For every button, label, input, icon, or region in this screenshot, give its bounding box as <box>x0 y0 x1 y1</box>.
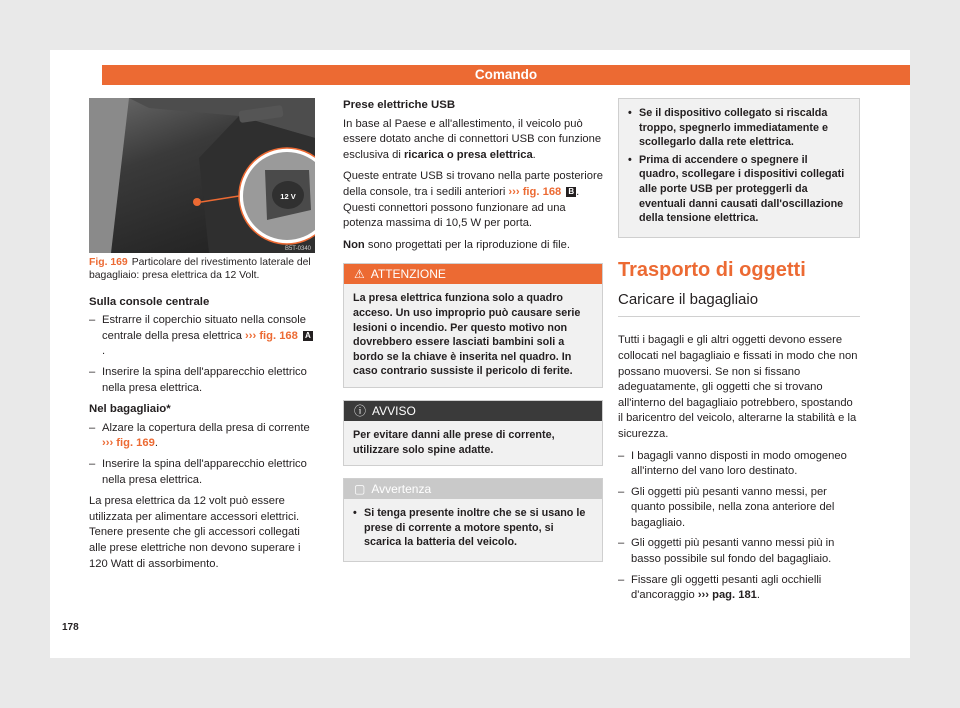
list-item: – Gli oggetti più pesanti vanno messi più in basso possibile sul fondo del bagagliaio. <box>618 537 835 566</box>
body-paragraph: Queste entrate USB si trovano nella parte posteriore della console, tra i sedili anteriori ››› fig. 168 B . Questi connettori possono funzionare ad una potenza massima di 10,5 W per porta. <box>343 170 603 230</box>
chapter-header: Comando <box>102 65 910 85</box>
page-link[interactable]: ››› pag. 181 <box>697 589 757 602</box>
figure-code: B5T-0340 <box>284 246 311 252</box>
list-item: – Estrarre il coperchio situato nella console centrale della presa elettrica ››› fig. 168 A. <box>89 314 311 358</box>
list-item: • Si tenga presente inoltre che se si usano le prese di corrente a motore spento, si scarica la batteria del veicolo. <box>353 507 586 549</box>
figure-number: Fig. 169 <box>89 257 128 268</box>
section-title: Sulla console centrale <box>89 295 210 308</box>
section-title: Nel bagagliaio* <box>89 403 171 416</box>
note-box <box>343 478 603 562</box>
list-item: • Prima di accendere o spegnere il quadro, scollegare i dispositivi collegati alle porte USB per proteggerli da eventuali danni causati dall'oscillazione della tensione elettrica. <box>628 153 845 225</box>
list-item: – Inserire la spina dell'apparecchio elettrico nella presa elettrica. <box>89 365 307 394</box>
box-title: AVVISO <box>372 403 416 418</box>
list-item: – I bagagli vanno disposti in modo omogeneo all'interno del vano loro destinato. <box>618 449 847 478</box>
trunk-illustration <box>89 98 315 253</box>
list-item: • Se il dispositivo collegato si riscalda troppo, spegnerlo immediatamente e scollegarlo dalla rete elettrica. <box>628 107 828 149</box>
box-body: Per evitare danni alle prese di corrente, utilizzare solo spine adatte. <box>353 428 555 456</box>
page-number: 178 <box>62 622 79 633</box>
list-item: – Inserire la spina dell'apparecchio elettrico nella presa elettrica. <box>89 457 307 486</box>
figure-link[interactable]: ››› fig. 168 <box>508 185 562 198</box>
step-list <box>618 449 860 604</box>
list-item: – Alzare la copertura della presa di corrente ››› fig. 169. <box>89 421 310 450</box>
step-list <box>89 421 315 488</box>
figure-caption-text: Particolare del rivestimento laterale del bagagliaio: presa elettrica da 12 Volt. <box>89 257 311 281</box>
list-item: – Fissare gli oggetti pesanti agli occhielli d'ancoraggio ››› pag. 181. <box>618 573 822 602</box>
subsection-heading: Caricare il bagagliaio <box>618 292 860 318</box>
continued-notice-box <box>618 98 860 238</box>
body-paragraph: Tutti i bagagli e gli altri oggetti devono essere collocati nel bagagliaio e fissati in modo che non possano muoversi. Se non si fissano adeguatamente, gli oggetti che si trovano all'interno del bagagliaio potrebbero, spostando il baricentro del veicolo, alterarne la stabilità e la sicurezza. <box>618 334 858 440</box>
trunk-socket-figure <box>89 98 315 253</box>
figure-link[interactable]: ››› fig. 168 <box>245 329 298 342</box>
note-icon: ▢ <box>354 482 366 497</box>
box-title: Avvertenza <box>371 482 432 497</box>
figure-link[interactable]: ››› fig. 169 <box>102 437 155 450</box>
notice-box <box>343 400 603 466</box>
body-paragraph: In base al Paese e all'allestimento, il veicolo può essere dotato anche di connettori USB con funzione esclusiva di ricarica o presa elettrica. <box>343 117 602 161</box>
body-paragraph: Non sono progettati per la riproduzione di file. <box>343 238 570 251</box>
section-heading: Trasporto di oggetti <box>618 258 806 281</box>
column-left <box>89 98 315 578</box>
box-body: La presa elettrica funziona solo a quadro acceso. Un uso improprio può causare serie lesioni o incendio. Per questo motivo non dovrebbero essere lasciati bambini soli a bordo se la chiave è inserita nel quadro. In caso contrario sussiste il pericolo di ferite. <box>353 292 581 378</box>
column-middle <box>343 98 603 574</box>
attention-box <box>343 263 603 388</box>
step-list <box>89 313 315 396</box>
callout-tag: B <box>568 186 575 196</box>
figure-caption <box>89 257 315 283</box>
column-right <box>618 98 860 610</box>
warning-icon: ⚠ <box>354 267 365 282</box>
manual-page <box>50 50 910 658</box>
section-title: Prese elettriche USB <box>343 99 456 111</box>
callout-tag: A <box>304 330 311 340</box>
body-paragraph: La presa elettrica da 12 volt può essere utilizzata per alimentare accessori elettrici. Tenere presente che gli accessori collegati alle prese elettriche non devono superare i 120 Watt di assorbimento. <box>89 495 301 570</box>
info-icon: ⓘ <box>354 403 367 418</box>
socket-label: 12 V <box>280 192 296 201</box>
list-item: – Gli oggetti più pesanti vanno messi, per quanto possibile, nella zona anteriore del bagagliaio. <box>618 485 835 529</box>
box-title: ATTENZIONE <box>370 267 446 282</box>
